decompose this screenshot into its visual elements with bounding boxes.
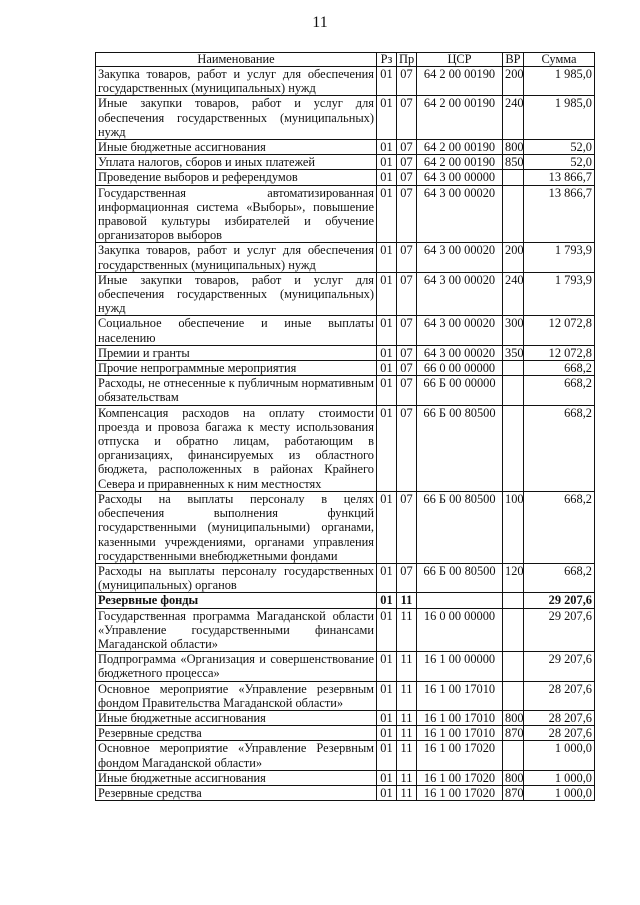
table-row [96,491,595,563]
row-pr: 11 [397,710,417,725]
row-vr: 200 [503,243,524,272]
row-rz: 01 [377,608,397,652]
row-sum: 1 793,9 [524,243,595,272]
row-rz: 01 [377,741,397,770]
row-csr: 66 0 00 00000 [417,361,503,376]
table-row [96,563,595,592]
row-sum: 29 207,6 [524,593,595,608]
row-pr: 07 [397,67,417,96]
column-header-pr: Пр [397,53,417,67]
row-csr: 16 1 00 17020 [417,770,503,785]
row-pr: 07 [397,140,417,155]
row-sum: 28 207,6 [524,726,595,741]
row-name: Расходы на выплаты персоналу государственных (муниципальных) органов [96,563,377,592]
row-sum: 52,0 [524,155,595,170]
row-name: Иные бюджетные ассигнования [96,770,377,785]
row-vr [503,681,524,710]
row-rz: 01 [377,67,397,96]
row-sum: 12 072,8 [524,316,595,345]
column-header-rz: Рз [377,53,397,67]
row-pr: 11 [397,770,417,785]
row-sum: 28 207,6 [524,710,595,725]
row-name: Подпрограмма «Организация и совершенствование бюджетного процесса» [96,652,377,681]
row-rz: 01 [377,652,397,681]
row-sum: 1 985,0 [524,67,595,96]
row-csr: 16 1 00 17010 [417,681,503,710]
row-sum: 29 207,6 [524,608,595,652]
table-row [96,405,595,491]
row-vr: 800 [503,710,524,725]
row-vr: 800 [503,770,524,785]
row-pr: 11 [397,726,417,741]
row-pr: 11 [397,785,417,800]
row-vr: 200 [503,67,524,96]
row-pr: 11 [397,652,417,681]
row-sum: 29 207,6 [524,652,595,681]
column-header-sum: Сумма [524,53,595,67]
row-rz: 01 [377,770,397,785]
row-pr: 07 [397,96,417,140]
row-rz: 01 [377,345,397,360]
row-pr: 11 [397,593,417,608]
table-row [96,272,595,316]
table-row [96,67,595,96]
row-pr: 07 [397,405,417,491]
row-rz: 01 [377,593,397,608]
table-row [96,170,595,185]
row-vr [503,593,524,608]
row-name: Иные бюджетные ассигнования [96,710,377,725]
row-csr: 64 2 00 00190 [417,155,503,170]
row-vr [503,405,524,491]
row-sum: 13 866,7 [524,170,595,185]
row-vr [503,608,524,652]
row-csr: 66 Б 00 80500 [417,491,503,563]
row-vr: 800 [503,140,524,155]
row-sum: 52,0 [524,140,595,155]
row-rz: 01 [377,170,397,185]
row-name: Закупка товаров, работ и услуг для обеспечения государственных (муниципальных) нужд [96,243,377,272]
row-rz: 01 [377,96,397,140]
row-rz: 01 [377,405,397,491]
row-rz: 01 [377,376,397,405]
row-name: Иные закупки товаров, работ и услуг для обеспечения государственных (муниципальных) нужд [96,96,377,140]
row-vr: 300 [503,316,524,345]
row-pr: 07 [397,243,417,272]
row-sum: 1 985,0 [524,96,595,140]
table-row [96,770,595,785]
table-row [96,96,595,140]
table-row [96,155,595,170]
row-sum: 1 000,0 [524,770,595,785]
row-vr [503,376,524,405]
row-csr: 16 1 00 17020 [417,785,503,800]
row-pr: 07 [397,491,417,563]
row-csr: 16 1 00 17010 [417,726,503,741]
row-csr: 66 Б 00 00000 [417,376,503,405]
row-pr: 11 [397,608,417,652]
row-rz: 01 [377,185,397,243]
row-vr: 100 [503,491,524,563]
row-name: Компенсация расходов на оплату стоимости проезда и провоза багажа к месту использования отпуска и обратно лицам, работающим в организациях, финансируемых из областного бюджета, расположенных в районах Крайнего Севера и приравненных к ним местностях [96,405,377,491]
row-name: Проведение выборов и референдумов [96,170,377,185]
table-row [96,593,595,608]
row-rz: 01 [377,681,397,710]
table-row [96,140,595,155]
column-header-vr: ВР [503,53,524,67]
row-sum: 13 866,7 [524,185,595,243]
row-pr: 11 [397,681,417,710]
row-vr [503,170,524,185]
table-header-row [96,53,595,67]
row-name: Основное мероприятие «Управление Резервным фондом Магаданской области» [96,741,377,770]
row-sum: 668,2 [524,563,595,592]
row-name: Прочие непрограммные мероприятия [96,361,377,376]
row-pr: 07 [397,272,417,316]
row-csr: 66 Б 00 80500 [417,405,503,491]
table-row [96,376,595,405]
row-rz: 01 [377,710,397,725]
row-csr: 64 3 00 00020 [417,185,503,243]
row-rz: 01 [377,316,397,345]
row-rz: 01 [377,140,397,155]
row-csr: 16 1 00 17010 [417,710,503,725]
row-csr: 16 1 00 17020 [417,741,503,770]
row-rz: 01 [377,785,397,800]
row-name: Премии и гранты [96,345,377,360]
row-vr: 350 [503,345,524,360]
row-vr: 120 [503,563,524,592]
row-name: Уплата налогов, сборов и иных платежей [96,155,377,170]
row-pr: 07 [397,563,417,592]
row-csr: 64 3 00 00020 [417,272,503,316]
table-row [96,681,595,710]
row-csr: 64 3 00 00000 [417,170,503,185]
row-name: Иные бюджетные ассигнования [96,140,377,155]
row-name: Закупка товаров, работ и услуг для обеспечения государственных (муниципальных) нужд [96,67,377,96]
row-pr: 07 [397,155,417,170]
row-sum: 668,2 [524,361,595,376]
row-name: Резервные средства [96,785,377,800]
table-row [96,785,595,800]
row-vr: 850 [503,155,524,170]
row-csr: 64 2 00 00190 [417,140,503,155]
row-rz: 01 [377,726,397,741]
row-sum: 1 000,0 [524,785,595,800]
row-name: Расходы, не отнесенные к публичным нормативным обязательствам [96,376,377,405]
row-sum: 1 793,9 [524,272,595,316]
row-name: Государственная автоматизированная информационная система «Выборы», повышение правовой культуры избирателей и обучение организаторов выборов [96,185,377,243]
row-rz: 01 [377,155,397,170]
table-row [96,741,595,770]
table-row [96,710,595,725]
table-row [96,345,595,360]
row-pr: 07 [397,361,417,376]
row-csr: 64 2 00 00190 [417,67,503,96]
column-header-name: Наименование [96,53,377,67]
row-csr: 64 3 00 00020 [417,316,503,345]
table-row [96,361,595,376]
row-sum: 668,2 [524,376,595,405]
row-name: Основное мероприятие «Управление резервным фондом Правительства Магаданской области» [96,681,377,710]
row-pr: 07 [397,376,417,405]
row-sum: 1 000,0 [524,741,595,770]
row-vr [503,185,524,243]
row-rz: 01 [377,563,397,592]
row-rz: 01 [377,243,397,272]
row-pr: 07 [397,316,417,345]
row-rz: 01 [377,361,397,376]
row-csr [417,593,503,608]
row-name: Расходы на выплаты персоналу в целях обеспечения выполнения функций государственными (муниципальными) органами, казенными учреждениями, органами управления государственными внебюджетными фондами [96,491,377,563]
row-sum: 12 072,8 [524,345,595,360]
row-name: Государственная программа Магаданской области «Управление государственными финансами Магаданской области» [96,608,377,652]
row-pr: 11 [397,741,417,770]
row-vr: 240 [503,272,524,316]
row-pr: 07 [397,345,417,360]
table-row [96,185,595,243]
table-row [96,726,595,741]
row-name: Иные закупки товаров, работ и услуг для обеспечения государственных (муниципальных) нужд [96,272,377,316]
row-vr: 870 [503,726,524,741]
row-vr [503,741,524,770]
row-name: Резервные фонды [96,593,377,608]
row-sum: 668,2 [524,491,595,563]
row-name: Резервные средства [96,726,377,741]
row-csr: 64 2 00 00190 [417,96,503,140]
row-vr [503,361,524,376]
row-rz: 01 [377,491,397,563]
row-vr [503,652,524,681]
table-row [96,316,595,345]
row-pr: 07 [397,185,417,243]
row-csr: 66 Б 00 80500 [417,563,503,592]
row-vr: 240 [503,96,524,140]
column-header-csr: ЦСР [417,53,503,67]
row-pr: 07 [397,170,417,185]
row-csr: 16 1 00 00000 [417,652,503,681]
row-csr: 64 3 00 00020 [417,345,503,360]
row-csr: 16 0 00 00000 [417,608,503,652]
row-csr: 64 3 00 00020 [417,243,503,272]
page-number: 11 [312,14,328,31]
row-sum: 28 207,6 [524,681,595,710]
row-name: Социальное обеспечение и иные выплаты населению [96,316,377,345]
budget-table [95,52,595,801]
row-sum: 668,2 [524,405,595,491]
table-row [96,652,595,681]
row-rz: 01 [377,272,397,316]
table-row [96,608,595,652]
table-row [96,243,595,272]
row-vr: 870 [503,785,524,800]
